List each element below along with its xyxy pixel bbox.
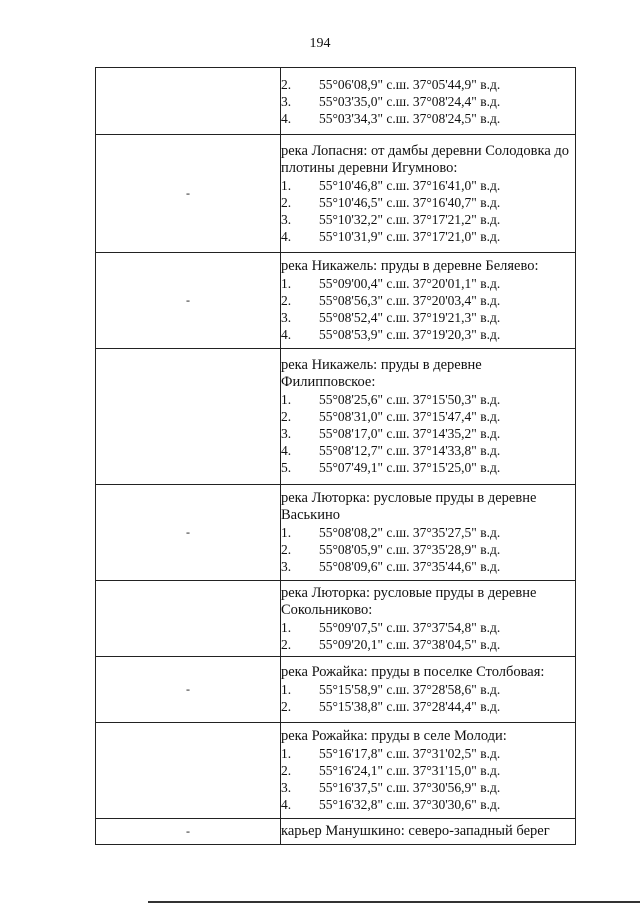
coordinate-number: 2. [281, 763, 292, 778]
row-index-cell: - [96, 657, 281, 723]
coordinate-number: 3. [281, 780, 292, 795]
row-index-cell: - [96, 253, 281, 349]
table-row [96, 135, 576, 253]
coordinate-number: 2. [281, 409, 292, 424]
location-cell [281, 253, 576, 349]
coordinate-item [281, 524, 575, 541]
location-title: река Лопасня: от дамбы деревни Солодовка до плотины деревни Игумново: [281, 142, 570, 176]
coordinate-value: 55°08'09,6" с.ш. 37°35'44,6" в.д. [319, 559, 501, 574]
coordinate-number: 5. [281, 460, 292, 475]
coordinate-value: 55°08'52,4" с.ш. 37°19'21,3" в.д. [319, 310, 501, 325]
coordinate-value: 55°09'00,4" с.ш. 37°20'01,1" в.д. [319, 276, 501, 291]
table-body [96, 68, 576, 845]
coordinate-number: 4. [281, 443, 292, 458]
coordinate-value: 55°10'46,5" с.ш. 37°16'40,7" в.д. [319, 194, 501, 210]
table-row [96, 68, 576, 135]
coordinate-value: 55°07'49,1" с.ш. 37°15'25,0" в.д. [319, 460, 501, 475]
coordinate-value: 55°08'56,3" с.ш. 37°20'03,4" в.д. [319, 293, 501, 308]
table-row [96, 581, 576, 657]
coordinate-number: 2. [281, 76, 292, 92]
coordinate-value: 55°16'24,1" с.ш. 37°31'15,0" в.д. [319, 763, 501, 778]
coordinate-item [281, 681, 575, 698]
table-row [96, 723, 576, 819]
coordinate-value: 55°15'58,9" с.ш. 37°28'58,6" в.д. [319, 682, 501, 697]
coordinate-item [281, 391, 575, 408]
page-number: 194 [309, 36, 331, 51]
location-cell [281, 135, 576, 253]
coordinate-value: 55°16'37,5" с.ш. 37°30'56,9" в.д. [319, 780, 501, 795]
coordinate-number: 4. [281, 110, 292, 126]
row-index-cell [96, 581, 281, 657]
coordinate-number: 3. [281, 211, 292, 227]
coordinate-item [281, 408, 575, 425]
scan-edge-line [148, 901, 640, 903]
coordinate-item [281, 796, 575, 813]
coordinate-value: 55°08'25,6" с.ш. 37°15'50,3" в.д. [319, 392, 501, 407]
location-cell [281, 723, 576, 819]
coordinate-value: 55°08'53,9" с.ш. 37°19'20,3" в.д. [319, 327, 501, 342]
coordinate-list [281, 524, 575, 575]
coordinate-value: 55°16'17,8" с.ш. 37°31'02,5" в.д. [319, 746, 501, 761]
coordinate-item [281, 698, 575, 715]
coordinate-number: 2. [281, 293, 292, 308]
table-row [96, 657, 576, 723]
location-title: карьер Манушкино: северо-западный берег [281, 823, 550, 839]
coordinate-list [281, 619, 575, 653]
coordinate-item [281, 76, 575, 93]
location-cell [281, 349, 576, 485]
location-cell [281, 485, 576, 581]
coordinate-value: 55°08'31,0" с.ш. 37°15'47,4" в.д. [319, 409, 501, 424]
coordinate-item [281, 110, 575, 127]
coordinate-value: 55°15'38,8" с.ш. 37°28'44,4" в.д. [319, 699, 501, 714]
coordinate-list [281, 681, 575, 715]
coordinate-number: 2. [281, 194, 292, 210]
coordinate-item [281, 762, 575, 779]
coordinate-item [281, 93, 575, 110]
coordinate-value: 55°08'17,0" с.ш. 37°14'35,2" в.д. [319, 426, 501, 441]
coordinate-number: 2. [281, 699, 292, 714]
coordinate-list [281, 391, 575, 476]
coordinate-value: 55°03'34,3" с.ш. 37°08'24,5" в.д. [319, 110, 501, 126]
location-cell [281, 819, 576, 845]
coordinate-number: 3. [281, 559, 292, 574]
coordinate-number: 3. [281, 426, 292, 441]
row-index-cell [96, 68, 281, 135]
coordinate-item [281, 292, 575, 309]
coordinate-list [281, 275, 575, 343]
coordinate-list [281, 745, 575, 813]
coordinate-value: 55°09'20,1" с.ш. 37°38'04,5" в.д. [319, 636, 501, 652]
coordinate-item [281, 619, 575, 636]
coordinate-value: 55°08'08,2" с.ш. 37°35'27,5" в.д. [319, 525, 501, 540]
coordinate-item [281, 177, 575, 194]
table-row [96, 349, 576, 485]
location-cell [281, 68, 576, 135]
coordinate-number: 1. [281, 619, 292, 635]
location-title: река Люторка: русловые пруды в деревне Сокольниково: [281, 584, 537, 618]
coordinate-list [281, 177, 575, 245]
coordinate-number: 3. [281, 93, 292, 109]
coordinate-item [281, 326, 575, 343]
coordinate-value: 55°03'35,0" с.ш. 37°08'24,4" в.д. [319, 93, 501, 109]
row-index-cell: - [96, 135, 281, 253]
coordinate-number: 1. [281, 177, 292, 193]
coordinate-number: 4. [281, 797, 292, 812]
coordinate-item [281, 211, 575, 228]
coordinate-item [281, 745, 575, 762]
coordinate-number: 1. [281, 682, 292, 697]
location-cell [281, 657, 576, 723]
coordinate-item [281, 309, 575, 326]
coordinate-item [281, 194, 575, 211]
coordinate-number: 1. [281, 746, 292, 761]
table-row [96, 485, 576, 581]
coordinate-item [281, 459, 575, 476]
coordinate-number: 4. [281, 327, 292, 342]
row-index-cell [96, 349, 281, 485]
coordinate-number: 1. [281, 276, 292, 291]
coordinate-value: 55°06'08,9" с.ш. 37°05'44,9" в.д. [319, 76, 501, 92]
coordinate-value: 55°09'07,5" с.ш. 37°37'54,8" в.д. [319, 619, 501, 635]
coordinate-item [281, 275, 575, 292]
table-row [96, 253, 576, 349]
coordinate-value: 55°10'31,9" с.ш. 37°17'21,0" в.д. [319, 228, 501, 244]
coordinate-number: 4. [281, 228, 292, 244]
row-index-cell: - [96, 485, 281, 581]
coordinate-value: 55°10'32,2" с.ш. 37°17'21,2" в.д. [319, 211, 501, 227]
coordinate-value: 55°16'32,8" с.ш. 37°30'30,6" в.д. [319, 797, 501, 812]
coordinate-item [281, 425, 575, 442]
coordinate-number: 2. [281, 636, 292, 652]
location-cell [281, 581, 576, 657]
row-index-cell: - [96, 819, 281, 845]
coordinate-item [281, 541, 575, 558]
location-title: река Рожайка: пруды в селе Молоди: [281, 728, 507, 744]
coordinate-list [281, 76, 575, 127]
coordinate-number: 2. [281, 542, 292, 557]
coordinate-number: 1. [281, 392, 292, 407]
location-title: река Люторка: русловые пруды в деревне Васькино [281, 490, 537, 523]
location-title: река Рожайка: пруды в поселке Столбовая: [281, 664, 545, 680]
coordinate-item [281, 779, 575, 796]
row-index-cell [96, 723, 281, 819]
location-title: река Никажель: пруды в деревне Филипповское: [281, 357, 482, 390]
location-title: река Никажель: пруды в деревне Беляево: [281, 258, 539, 274]
coordinate-number: 1. [281, 525, 292, 540]
coordinate-number: 3. [281, 310, 292, 325]
coordinate-item [281, 442, 575, 459]
coordinate-item [281, 228, 575, 245]
coordinate-value: 55°10'46,8" с.ш. 37°16'41,0" в.д. [319, 177, 501, 193]
coordinate-value: 55°08'05,9" с.ш. 37°35'28,9" в.д. [319, 542, 501, 557]
table-row [96, 819, 576, 845]
coordinate-item [281, 636, 575, 653]
coordinate-item [281, 558, 575, 575]
coordinate-value: 55°08'12,7" с.ш. 37°14'33,8" в.д. [319, 443, 501, 458]
coordinates-table [95, 67, 576, 845]
